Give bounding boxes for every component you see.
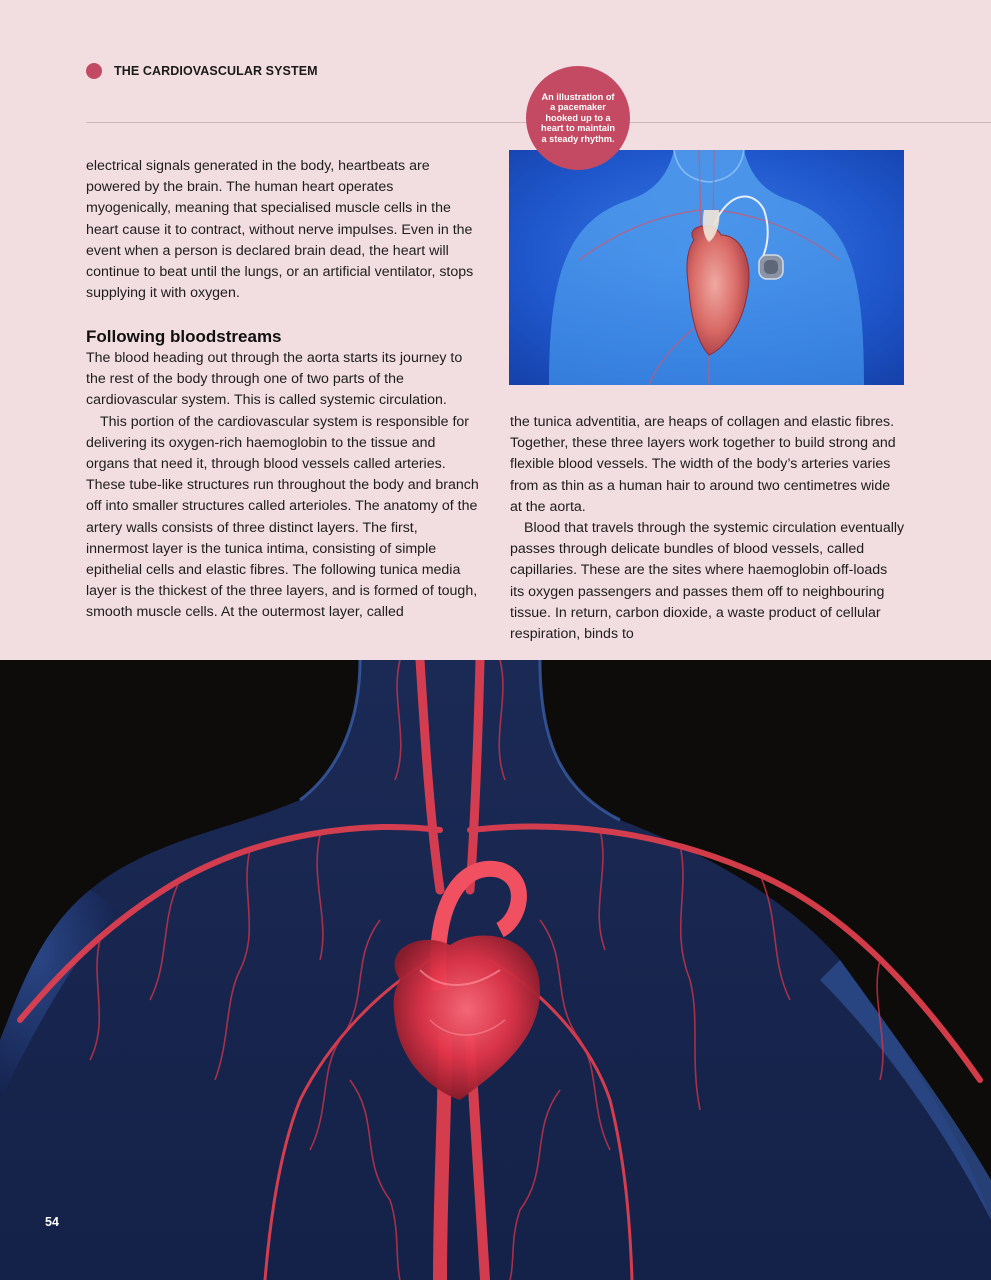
article-column-left-bottom [86,326,481,624]
subheading: Following bloodstreams [86,327,282,346]
body-paragraph: the tunica adventitia, are heaps of collagen and elastic fibres. Together, these three layers work together to build strong and flexible blood vessels. The width of the body’s arteries varies from as thin as a human hair to around two centimetres wide at the aorta. [510,414,896,515]
image-caption: An illustration of a pacemaker hooked up to a heart to maintain a steady rhythm. [540,91,616,144]
pacemaker-illustration [509,150,904,385]
body-paragraph: This portion of the cardiovascular system is responsible for delivering its oxygen-rich haemoglobin to the tissue and organs that need it, through blood vessels called arteries. These tube-like structures run throughout the body and branch off into smaller structures called arterioles. The anatomy of the artery walls consists of three distinct layers. The first, innermost layer is the tunica intima, consisting of simple epithelial cells and elastic fibres. The following tunica media layer is the thickest of the three layers, and is formed of tough, smooth muscle cells. At the outermost layer, called [86,413,479,621]
page-number: 54 [45,1215,59,1229]
article-column-right [510,412,905,645]
intro-paragraph: electrical signals generated in the body, heartbeats are powered by the brain. The human heart operates myogenically, meaning that specialised muscle cells in the heart cause it to contract, without nerve impulses. Even in the event when a person is declared brain dead, the heart will continue to beat until the lungs, or an artificial ventilator, stops supplying it with oxygen. [86,158,474,302]
body-paragraph: Blood that travels through the systemic circulation eventually passes through delicate bundles of blood vessels, called capillaries. These are the sites where haemoglobin off-loads its oxygen passengers and passes them off to neighbouring tissue. In return, carbon dioxide, a waste product of cellular respiration, binds to [510,520,905,643]
article-column-left-top [86,156,481,304]
section-header [86,63,318,79]
section-label: THE CARDIOVASCULAR SYSTEM [114,64,318,78]
circulatory-system-illustration [0,660,991,1280]
body-paragraph: The blood heading out through the aorta starts its journey to the rest of the body through one of two parts of the cardiovascular system. This is called systemic circulation. [86,350,463,409]
section-dot-icon [86,63,102,79]
image-caption-badge [526,66,630,170]
